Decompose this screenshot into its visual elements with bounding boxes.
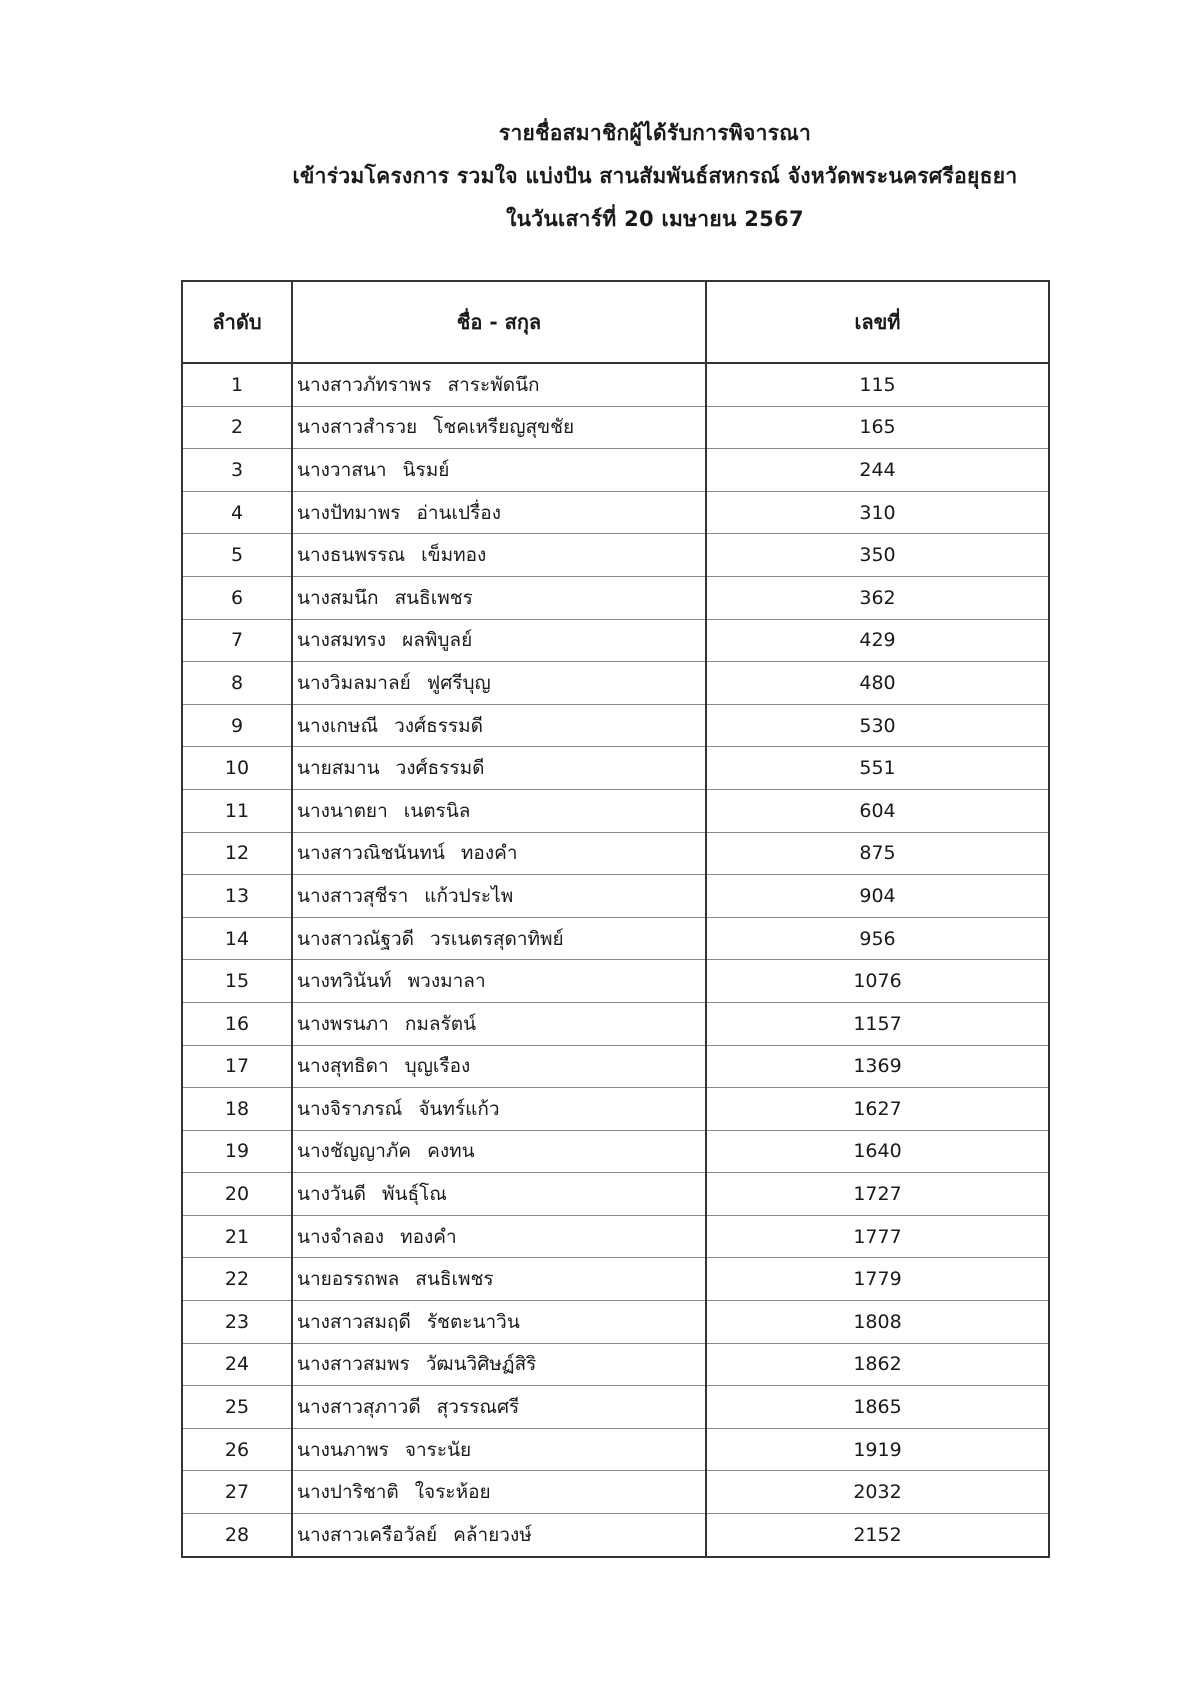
row-number: 24 (182, 1343, 292, 1386)
table-row (182, 704, 1049, 747)
last-name: สนธิเพชร (394, 586, 473, 609)
member-id: 2032 (706, 1471, 1049, 1514)
member-name (292, 1215, 706, 1258)
table-row (182, 1045, 1049, 1088)
first-name: นางสาวสุภาวดี (297, 1396, 421, 1419)
table-row (182, 1386, 1049, 1429)
first-name: นางปาริชาติ (297, 1481, 399, 1504)
row-number: 1 (182, 363, 292, 406)
member-id: 310 (706, 491, 1049, 534)
table-row (182, 1514, 1049, 1557)
column-header-no: ลำดับ (182, 281, 292, 363)
row-number: 16 (182, 1002, 292, 1045)
table-row (182, 534, 1049, 577)
member-name (292, 491, 706, 534)
table-row (182, 1173, 1049, 1216)
table-header-row (182, 281, 1049, 363)
last-name: พันธุ์โณ (381, 1183, 447, 1206)
member-id: 1640 (706, 1130, 1049, 1173)
table-row (182, 1343, 1049, 1386)
last-name: ฟูศรีบุญ (426, 671, 491, 694)
row-number: 25 (182, 1386, 292, 1429)
first-name: นางทวินันท์ (297, 970, 392, 993)
table-row (182, 832, 1049, 875)
member-name (292, 1301, 706, 1344)
row-number: 4 (182, 491, 292, 534)
last-name: วรเนตรสุดาทิพย์ (430, 927, 564, 950)
last-name: กมลรัตน์ (404, 1012, 477, 1035)
member-id: 1727 (706, 1173, 1049, 1216)
row-number: 27 (182, 1471, 292, 1514)
member-id: 875 (706, 832, 1049, 875)
member-id: 956 (706, 917, 1049, 960)
member-id: 1076 (706, 960, 1049, 1003)
row-number: 10 (182, 747, 292, 790)
first-name: นางนาตยา (297, 799, 388, 822)
member-name (292, 875, 706, 918)
row-number: 11 (182, 789, 292, 832)
table-row (182, 1301, 1049, 1344)
last-name: วัฒนวิศิษฏ์สิริ (425, 1353, 537, 1376)
first-name: นายอรรถพล (297, 1268, 400, 1291)
title-line-1: รายชื่อสมาชิกผู้ได้รับการพิจารณา (498, 121, 812, 145)
table-row (182, 662, 1049, 705)
table-row (182, 747, 1049, 790)
last-name: เนตรนิล (403, 799, 471, 822)
first-name: นางสมนึก (297, 586, 379, 609)
table-body (182, 363, 1049, 1557)
first-name: นางสมทรง (297, 629, 387, 652)
first-name: นางนภาพร (297, 1438, 389, 1461)
first-name: นางจิราภรณ์ (297, 1097, 403, 1120)
row-number: 15 (182, 960, 292, 1003)
row-number: 12 (182, 832, 292, 875)
last-name: คล้ายวงษ์ (453, 1523, 532, 1546)
column-header-name: ชื่อ - สกุล (292, 281, 706, 363)
table-row (182, 917, 1049, 960)
first-name: นายสมาน (297, 757, 380, 780)
row-number: 5 (182, 534, 292, 577)
first-name: นางสาวเครือวัลย์ (297, 1523, 438, 1546)
table-row (182, 491, 1049, 534)
member-table (181, 280, 1050, 1558)
member-id: 115 (706, 363, 1049, 406)
last-name: สุวรรณศรี (436, 1396, 520, 1419)
table-row (182, 363, 1049, 406)
member-id: 1627 (706, 1088, 1049, 1131)
row-number: 22 (182, 1258, 292, 1301)
first-name: นางสาวณัฐวดี (297, 927, 414, 950)
last-name: ผลพิบูลย์ (402, 629, 473, 652)
table-row (182, 1258, 1049, 1301)
member-id: 429 (706, 619, 1049, 662)
member-id: 165 (706, 406, 1049, 449)
table-row (182, 576, 1049, 619)
member-name (292, 789, 706, 832)
member-id: 1865 (706, 1386, 1049, 1429)
member-name (292, 917, 706, 960)
member-name (292, 662, 706, 705)
member-id: 350 (706, 534, 1049, 577)
member-id: 1862 (706, 1343, 1049, 1386)
document-header (0, 112, 1200, 241)
member-name (292, 1514, 706, 1557)
row-number: 9 (182, 704, 292, 747)
first-name: นางสาวสุชีรา (297, 884, 409, 907)
last-name: โชคเหรียญสุขชัย (433, 416, 575, 439)
column-header-id: เลขที่ (706, 281, 1049, 363)
member-id: 1808 (706, 1301, 1049, 1344)
member-id: 1779 (706, 1258, 1049, 1301)
first-name: นางปัทมาพร (297, 501, 401, 524)
member-name (292, 449, 706, 492)
table-row (182, 875, 1049, 918)
row-number: 6 (182, 576, 292, 619)
first-name: นางเกษณี (297, 714, 379, 737)
first-name: นางวันดี (297, 1183, 366, 1206)
first-name: นางสาวสมฤดี (297, 1310, 411, 1333)
first-name: นางวาสนา (297, 458, 387, 481)
first-name: นางสุทธิดา (297, 1055, 389, 1078)
table-row (182, 1428, 1049, 1471)
row-number: 19 (182, 1130, 292, 1173)
member-name (292, 960, 706, 1003)
member-name (292, 1386, 706, 1429)
row-number: 20 (182, 1173, 292, 1216)
member-name (292, 747, 706, 790)
member-name (292, 1002, 706, 1045)
member-id: 2152 (706, 1514, 1049, 1557)
row-number: 14 (182, 917, 292, 960)
row-number: 26 (182, 1428, 292, 1471)
table-row (182, 406, 1049, 449)
member-name (292, 704, 706, 747)
row-number: 18 (182, 1088, 292, 1131)
last-name: วงศ์ธรรมดี (394, 714, 483, 737)
member-name (292, 1088, 706, 1131)
member-name (292, 1258, 706, 1301)
table-row (182, 619, 1049, 662)
member-id: 530 (706, 704, 1049, 747)
member-id: 362 (706, 576, 1049, 619)
member-name (292, 534, 706, 577)
member-id: 1777 (706, 1215, 1049, 1258)
member-id: 1157 (706, 1002, 1049, 1045)
table-row (182, 1215, 1049, 1258)
member-name (292, 1343, 706, 1386)
row-number: 2 (182, 406, 292, 449)
member-id: 551 (706, 747, 1049, 790)
first-name: นางสาวภัทราพร (297, 373, 432, 396)
table-row (182, 1471, 1049, 1514)
row-number: 8 (182, 662, 292, 705)
member-name (292, 363, 706, 406)
row-number: 23 (182, 1301, 292, 1344)
row-number: 21 (182, 1215, 292, 1258)
table-row (182, 1002, 1049, 1045)
member-id: 1919 (706, 1428, 1049, 1471)
last-name: วงศ์ธรรมดี (395, 757, 485, 780)
last-name: เข็มทอง (421, 544, 487, 567)
row-number: 13 (182, 875, 292, 918)
last-name: สาระพัดนึก (447, 373, 540, 396)
first-name: นางชัญญาภัค (297, 1140, 412, 1163)
last-name: นิรมย์ (402, 458, 450, 481)
table-row (182, 960, 1049, 1003)
last-name: จาระนัย (404, 1438, 472, 1461)
member-name (292, 1045, 706, 1088)
last-name: สนธิเพชร (415, 1268, 494, 1291)
member-id: 904 (706, 875, 1049, 918)
member-id: 244 (706, 449, 1049, 492)
member-id: 480 (706, 662, 1049, 705)
last-name: พวงมาลา (407, 970, 486, 993)
last-name: ทองคำ (460, 842, 518, 865)
last-name: จันทร์แก้ว (418, 1097, 500, 1120)
member-name (292, 1130, 706, 1173)
last-name: ทองคำ (400, 1225, 457, 1248)
row-number: 3 (182, 449, 292, 492)
member-id: 604 (706, 789, 1049, 832)
table-row (182, 789, 1049, 832)
table-row (182, 449, 1049, 492)
first-name: นางพรนภา (297, 1012, 389, 1035)
member-id: 1369 (706, 1045, 1049, 1088)
first-name: นางสาวณิชนันทน์ (297, 842, 445, 865)
member-name (292, 406, 706, 449)
member-name (292, 619, 706, 662)
last-name: ใจระห้อย (414, 1481, 491, 1504)
first-name: นางสาวสมพร (297, 1353, 410, 1376)
title-line-3: ในวันเสาร์ที่ 20 เมษายน 2567 (506, 207, 804, 231)
last-name: บุญเรือง (404, 1055, 471, 1078)
title-line-2: เข้าร่วมโครงการ รวมใจ แบ่งปัน สานสัมพันธ์สหกรณ์ จังหวัดพระนครศรีอยุธยา (292, 164, 1018, 188)
member-name (292, 1428, 706, 1471)
row-number: 7 (182, 619, 292, 662)
last-name: คงทน (427, 1140, 475, 1163)
table-row (182, 1088, 1049, 1131)
first-name: นางวิมลมาลย์ (297, 671, 411, 694)
last-name: รัชตะนาวิน (426, 1310, 520, 1333)
row-number: 17 (182, 1045, 292, 1088)
table-row (182, 1130, 1049, 1173)
member-name (292, 576, 706, 619)
first-name: นางธนพรรณ (297, 544, 406, 567)
first-name: นางสาวสำรวย (297, 416, 418, 439)
last-name: แก้วประไพ (424, 884, 514, 907)
row-number: 28 (182, 1514, 292, 1557)
first-name: นางจำลอง (297, 1225, 385, 1248)
member-name (292, 1173, 706, 1216)
last-name: อ่านเปรื่อง (416, 501, 501, 524)
member-name (292, 832, 706, 875)
member-name (292, 1471, 706, 1514)
